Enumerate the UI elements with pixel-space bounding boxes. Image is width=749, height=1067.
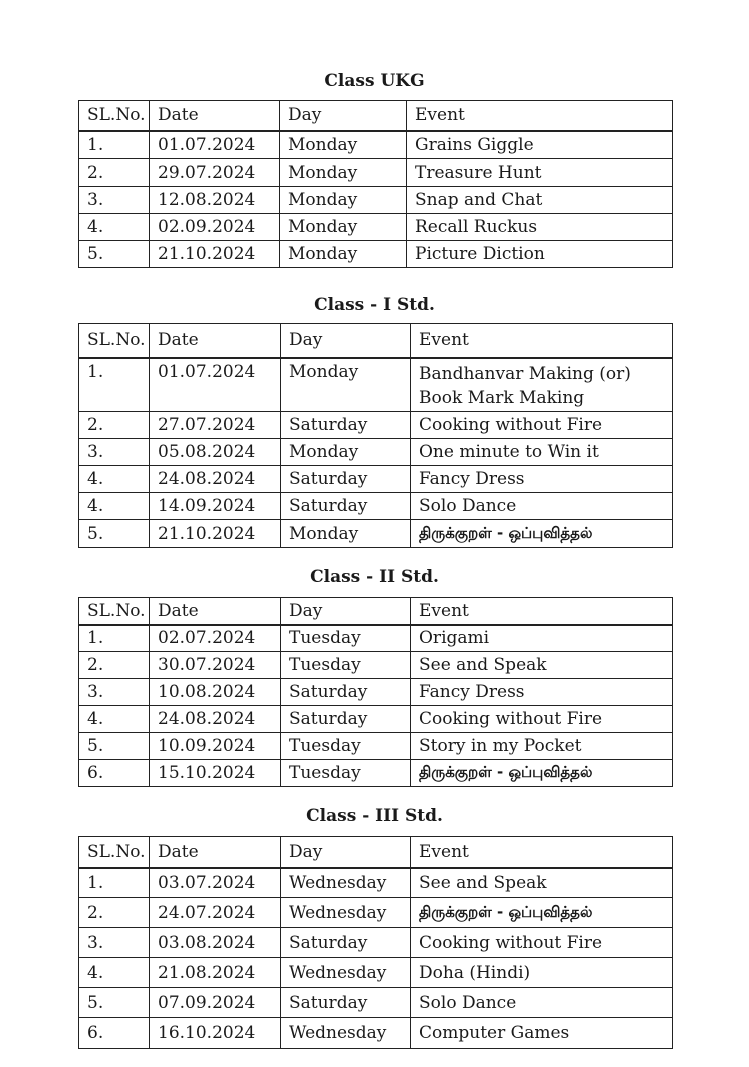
cell-event: Solo Dance bbox=[411, 493, 673, 520]
cell-day: Monday bbox=[281, 520, 411, 548]
cell-sl-no: 3. bbox=[79, 928, 150, 958]
table-header-row bbox=[79, 101, 673, 131]
cell-day: Monday bbox=[281, 358, 411, 412]
cell-date: 12.08.2024 bbox=[150, 187, 280, 214]
cell-date: 15.10.2024 bbox=[150, 760, 281, 787]
section-title-class-2: Class - II Std. bbox=[310, 567, 439, 587]
cell-day: Monday bbox=[280, 214, 407, 241]
cell-day: Saturday bbox=[281, 679, 411, 706]
header-date: Date bbox=[150, 837, 281, 868]
cell-sl-no: 5. bbox=[79, 241, 150, 268]
table-row bbox=[79, 898, 673, 928]
table-header-row bbox=[79, 598, 673, 625]
table-row bbox=[79, 988, 673, 1018]
cell-event: Doha (Hindi) bbox=[411, 958, 673, 988]
schedule-table-class-1 bbox=[78, 323, 673, 548]
cell-date: 10.08.2024 bbox=[150, 679, 281, 706]
cell-event: Cooking without Fire bbox=[411, 928, 673, 958]
table-header-row bbox=[79, 324, 673, 358]
cell-date: 14.09.2024 bbox=[150, 493, 281, 520]
schedule-table-class-2 bbox=[78, 597, 673, 787]
cell-day: Saturday bbox=[281, 928, 411, 958]
cell-event: See and Speak bbox=[411, 652, 673, 679]
cell-day: Saturday bbox=[281, 466, 411, 493]
cell-sl-no: 4. bbox=[79, 706, 150, 733]
cell-event: Picture Diction bbox=[407, 241, 673, 268]
cell-day: Monday bbox=[280, 131, 407, 159]
cell-event: Fancy Dress bbox=[411, 466, 673, 493]
cell-date: 30.07.2024 bbox=[150, 652, 281, 679]
cell-event: Story in my Pocket bbox=[411, 733, 673, 760]
cell-date: 24.07.2024 bbox=[150, 898, 281, 928]
cell-sl-no: 1. bbox=[79, 868, 150, 898]
schedule-table-ukg bbox=[78, 100, 673, 268]
table-row bbox=[79, 928, 673, 958]
header-event: Event bbox=[411, 598, 673, 625]
header-event: Event bbox=[411, 837, 673, 868]
cell-date: 02.07.2024 bbox=[150, 625, 281, 652]
cell-sl-no: 2. bbox=[79, 652, 150, 679]
section-title-ukg: Class UKG bbox=[324, 71, 425, 91]
cell-event: Treasure Hunt bbox=[407, 159, 673, 187]
cell-date: 21.08.2024 bbox=[150, 958, 281, 988]
cell-event: Solo Dance bbox=[411, 988, 673, 1018]
cell-sl-no: 1. bbox=[79, 625, 150, 652]
cell-sl-no: 3. bbox=[79, 187, 150, 214]
cell-day: Saturday bbox=[281, 988, 411, 1018]
header-day: Day bbox=[281, 837, 411, 868]
header-day: Day bbox=[280, 101, 407, 131]
cell-date: 24.08.2024 bbox=[150, 706, 281, 733]
cell-date: 07.09.2024 bbox=[150, 988, 281, 1018]
table-header-row bbox=[79, 837, 673, 868]
cell-date: 21.10.2024 bbox=[150, 520, 281, 548]
cell-day: Monday bbox=[281, 439, 411, 466]
cell-date: 01.07.2024 bbox=[150, 358, 281, 412]
cell-sl-no: 3. bbox=[79, 439, 150, 466]
table-row bbox=[79, 733, 673, 760]
cell-sl-no: 5. bbox=[79, 520, 150, 548]
cell-sl-no: 4. bbox=[79, 466, 150, 493]
table-row bbox=[79, 958, 673, 988]
cell-day: Tuesday bbox=[281, 652, 411, 679]
cell-day: Tuesday bbox=[281, 733, 411, 760]
cell-sl-no: 4. bbox=[79, 493, 150, 520]
header-sl-no: SL.No. bbox=[79, 324, 150, 358]
cell-day: Wednesday bbox=[281, 958, 411, 988]
cell-sl-no: 4. bbox=[79, 958, 150, 988]
cell-day: Wednesday bbox=[281, 1018, 411, 1049]
cell-day: Saturday bbox=[281, 706, 411, 733]
schedule-table-class-3 bbox=[78, 836, 673, 1049]
cell-event: Cooking without Fire bbox=[411, 706, 673, 733]
cell-date: 10.09.2024 bbox=[150, 733, 281, 760]
header-sl-no: SL.No. bbox=[79, 837, 150, 868]
cell-sl-no: 1. bbox=[79, 358, 150, 412]
header-date: Date bbox=[150, 598, 281, 625]
header-date: Date bbox=[150, 101, 280, 131]
cell-day: Monday bbox=[280, 241, 407, 268]
cell-sl-no: 6. bbox=[79, 760, 150, 787]
cell-date: 03.08.2024 bbox=[150, 928, 281, 958]
cell-date: 29.07.2024 bbox=[150, 159, 280, 187]
table-row bbox=[79, 241, 673, 268]
cell-date: 03.07.2024 bbox=[150, 868, 281, 898]
cell-sl-no: 6. bbox=[79, 1018, 150, 1049]
header-day: Day bbox=[281, 324, 411, 358]
section-title-class-1: Class - I Std. bbox=[314, 295, 435, 315]
cell-sl-no: 3. bbox=[79, 679, 150, 706]
cell-day: Wednesday bbox=[281, 868, 411, 898]
table-row bbox=[79, 760, 673, 787]
cell-sl-no: 1. bbox=[79, 131, 150, 159]
cell-event: திருக்குறள் - ஒப்புவித்தல் bbox=[411, 898, 673, 928]
cell-date: 27.07.2024 bbox=[150, 412, 281, 439]
cell-date: 01.07.2024 bbox=[150, 131, 280, 159]
cell-sl-no: 2. bbox=[79, 159, 150, 187]
table-row bbox=[79, 520, 673, 548]
cell-date: 05.08.2024 bbox=[150, 439, 281, 466]
section-title-class-3: Class - III Std. bbox=[306, 806, 443, 826]
table-row bbox=[79, 493, 673, 520]
table-row bbox=[79, 439, 673, 466]
table-row bbox=[79, 358, 673, 412]
cell-event: Recall Ruckus bbox=[407, 214, 673, 241]
cell-event: Computer Games bbox=[411, 1018, 673, 1049]
cell-date: 16.10.2024 bbox=[150, 1018, 281, 1049]
table-row bbox=[79, 187, 673, 214]
cell-event: திருக்குறள் - ஒப்புவித்தல் bbox=[411, 760, 673, 787]
cell-sl-no: 4. bbox=[79, 214, 150, 241]
cell-sl-no: 5. bbox=[79, 733, 150, 760]
table-row bbox=[79, 706, 673, 733]
table-row bbox=[79, 652, 673, 679]
header-day: Day bbox=[281, 598, 411, 625]
table-row bbox=[79, 625, 673, 652]
cell-event: Bandhanvar Making (or) Book Mark Making bbox=[411, 358, 673, 412]
cell-day: Saturday bbox=[281, 493, 411, 520]
cell-date: 02.09.2024 bbox=[150, 214, 280, 241]
header-sl-no: SL.No. bbox=[79, 101, 150, 131]
cell-event: Grains Giggle bbox=[407, 131, 673, 159]
table-row bbox=[79, 412, 673, 439]
cell-sl-no: 2. bbox=[79, 898, 150, 928]
cell-event: Origami bbox=[411, 625, 673, 652]
cell-event: Fancy Dress bbox=[411, 679, 673, 706]
cell-event: See and Speak bbox=[411, 868, 673, 898]
cell-sl-no: 5. bbox=[79, 988, 150, 1018]
table-row bbox=[79, 131, 673, 159]
header-sl-no: SL.No. bbox=[79, 598, 150, 625]
cell-day: Monday bbox=[280, 187, 407, 214]
table-row bbox=[79, 214, 673, 241]
cell-day: Tuesday bbox=[281, 625, 411, 652]
cell-date: 24.08.2024 bbox=[150, 466, 281, 493]
cell-event: திருக்குறள் - ஒப்புவித்தல் bbox=[411, 520, 673, 548]
cell-day: Tuesday bbox=[281, 760, 411, 787]
cell-day: Wednesday bbox=[281, 898, 411, 928]
header-event: Event bbox=[411, 324, 673, 358]
header-date: Date bbox=[150, 324, 281, 358]
cell-sl-no: 2. bbox=[79, 412, 150, 439]
table-row bbox=[79, 159, 673, 187]
table-row bbox=[79, 868, 673, 898]
cell-event: Cooking without Fire bbox=[411, 412, 673, 439]
table-row bbox=[79, 679, 673, 706]
cell-event: Snap and Chat bbox=[407, 187, 673, 214]
cell-event: One minute to Win it bbox=[411, 439, 673, 466]
cell-date: 21.10.2024 bbox=[150, 241, 280, 268]
table-row bbox=[79, 1018, 673, 1049]
header-event: Event bbox=[407, 101, 673, 131]
table-row bbox=[79, 466, 673, 493]
cell-day: Saturday bbox=[281, 412, 411, 439]
cell-day: Monday bbox=[280, 159, 407, 187]
